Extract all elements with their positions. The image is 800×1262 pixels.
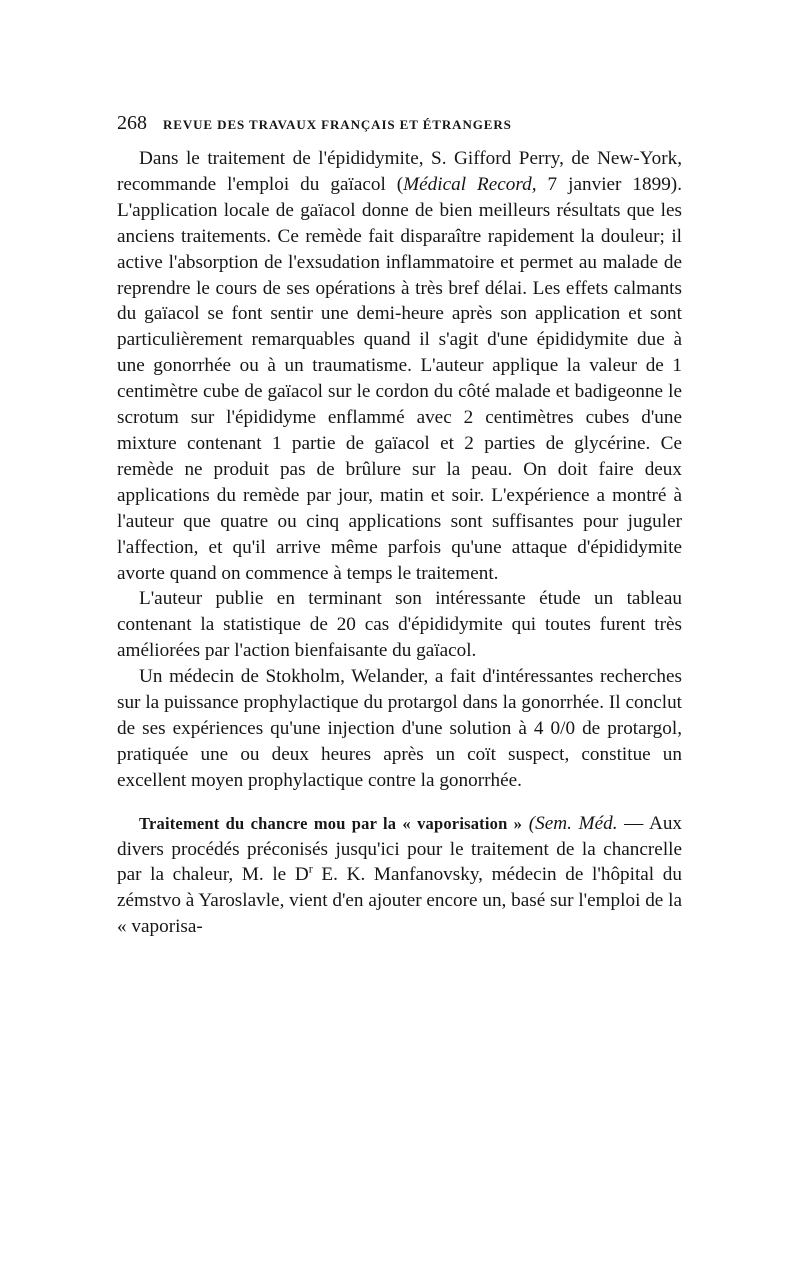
superscript: r [308, 862, 313, 877]
running-title: REVUE DES TRAVAUX FRANÇAIS ET ÉTRANGERS [163, 117, 512, 132]
paragraph-text: — Aux divers procédés préconisés jusqu'ici pour le traitement de la chancrelle par la chaleur, M. le D [117, 812, 683, 886]
section-heading: Traitement du chancre mou par la « vaporisation » [139, 813, 523, 833]
paragraph-text: Dans le traitement de l'épididymite, S. Gifford Perry, de New-York, recommande l'emploi du gaïacol ( [117, 148, 682, 195]
paragraph-epididymite [117, 146, 682, 586]
paragraph-statistics: L'auteur publie en terminant son intéressante étude un tableau contenant la statistique de 20 cas d'épididymite qui toutes furent très améliorées par l'action bienfaisante du gaïacol. [117, 588, 682, 662]
paragraph-text: 7 janvier 1899). L'application locale de gaïacol donne de bien meilleurs résultats que les anciens traitements. Ce remède fait disparaître rapidement la douleur; il active l'absorption de l'exsudation inflammatoire et permet au malade de reprendre le cours de ses opérations à très bref délai. Les effets calmants du gaïacol se font sentir une demi-heure après son application et sont particulièrement remarquables quand il s'agit d'une épididymite due à une gonorrhée ou à un traumatisme. L'auteur applique la valeur de 1 centimètre cube de gaïacol sur le cordon du côté malade et badigeonne le scrotum sur l'épididyme enflammé avec 2 centimètres cubes d'une mixture contenant 1 partie de gaïacol et 2 parties de glycérine. Ce remède ne produit pas de brûlure sur la peau. On doit faire deux applications du remède par jour, matin et soir. L'expérience a montré à l'auteur que quatre ou cinq applications sont suffisantes pour juguler l'affection, et qu'il arrive même parfois qu'une attaque d'épididymite avorte quand on commence à temps le traitement. [117, 173, 682, 584]
page-number: 268 [117, 112, 147, 134]
paragraph-chancre [117, 811, 682, 941]
journal-citation: Médical Record, [403, 173, 537, 195]
paragraph-protargol: Un médecin de Stokholm, Welander, a fait d'intéressantes recherches sur la puissance prophylactique du protargol dans la gonorrhée. Il conclut de ses expériences qu'une injection d'une solution à 4 0/0 de protargol, pratiquée une ou deux heures après un coït suspect, constitue un excellent moyen prophylactique contre la gonorrhée. [117, 666, 682, 791]
running-header [117, 112, 682, 140]
journal-citation: (Sem. Méd. [528, 812, 618, 834]
paragraph-text: E. K. Manfanovsky, médecin de l'hôpital du zémstvo à Yaroslavle, vient d'en ajouter encore un, basé sur l'emploi de la « vaporisa- [117, 864, 682, 938]
page [117, 112, 682, 940]
